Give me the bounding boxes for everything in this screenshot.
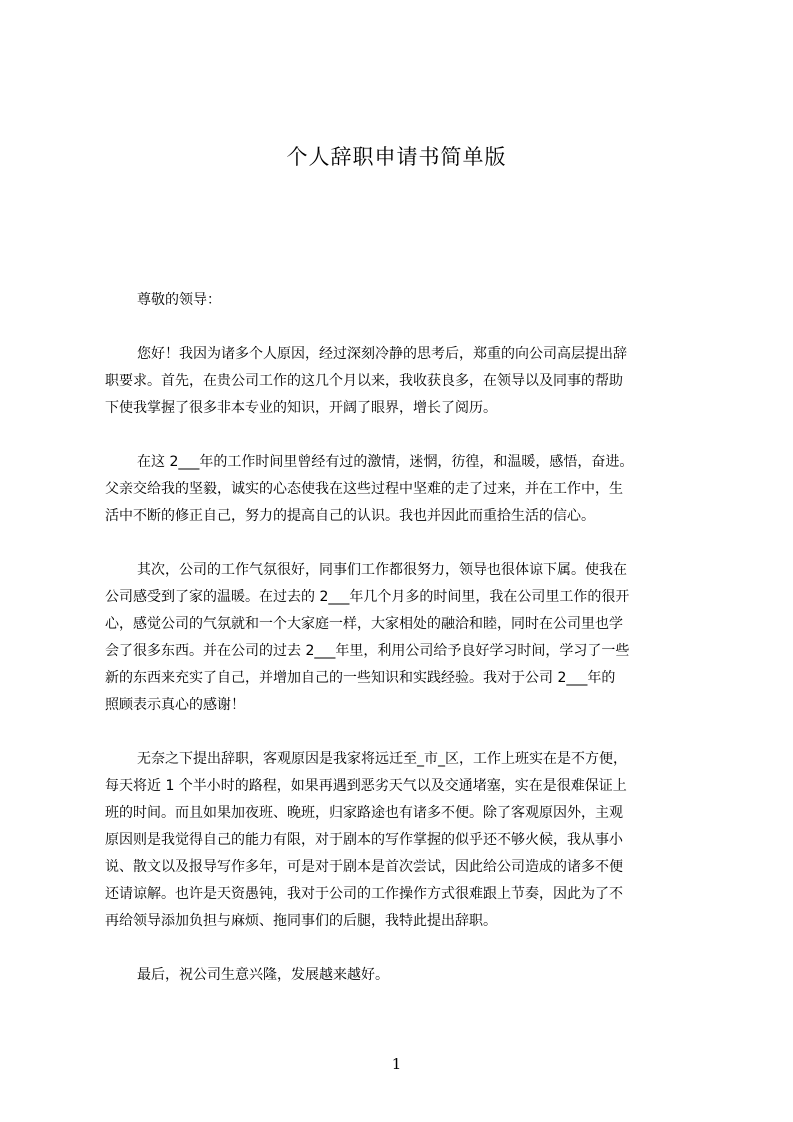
paragraph-line: 原因则是我觉得自己的能力有限，对于剧本的写作掌握的似乎还不够火候，我从事小	[105, 832, 623, 848]
paragraph-line: 活中不断的修正自己，努力的提高自己的认识。我也并因此而重拾生活的信心。	[105, 508, 595, 524]
paragraph-line: 下使我掌握了很多非本专业的知识，开阔了眼界，增长了阅历。	[105, 400, 497, 416]
paragraph-line: 在这 2___年的工作时间里曾经有过的激情，迷惘，彷徨，和温暖，感悟，奋进。	[137, 454, 634, 470]
paragraph-line: 无奈之下提出辞职，客观原因是我家将远迁至_市_区，工作上班实在是不方便，	[137, 751, 627, 767]
paragraph-line: 说、散文以及报导写作多年，可是对于剧本是首次尝试，因此给公司造成的诸多不便	[105, 859, 623, 875]
paragraph-gap	[105, 530, 697, 557]
paragraph-4	[105, 746, 697, 935]
paragraph-line: 班的时间。而且如果加夜班、晚班，归家路途也有诸多不便。除了客观原因外，主观	[105, 805, 623, 821]
paragraph-gap	[105, 935, 697, 962]
paragraph-line: 照顾表示真心的感谢！	[105, 697, 245, 713]
paragraph-gap	[105, 719, 697, 746]
paragraph-1	[105, 341, 697, 422]
paragraph-line: 职要求。首先，在贵公司工作的这几个月以来，我收获良多，在领导以及同事的帮助	[105, 373, 623, 389]
paragraph-line: 父亲交给我的坚毅，诚实的心态使我在这些过程中坚难的走了过来，并在工作中，生	[105, 481, 623, 497]
paragraph-line: 其次，公司的工作气氛很好，同事们工作都很努力，领导也很体谅下属。使我在	[137, 562, 627, 578]
paragraph-gap	[105, 422, 697, 449]
document-title: 个人辞职申请书简单版	[286, 145, 507, 169]
paragraph-line: 您好！我因为诸多个人原因，经过深刻冷静的思考后，郑重的向公司高层提出辞	[137, 346, 627, 362]
paragraph-line: 再给领导添加负担与麻烦、拖同事们的后腿，我特此提出辞职。	[105, 913, 497, 929]
paragraph-line: 公司感受到了家的温暖。在过去的 2___年几个月多的时间里，我在公司里工作的很开	[105, 589, 630, 605]
paragraph-line: 还请谅解。也许是天资愚钝，我对于公司的工作操作方式很难跟上节奏，因此为了不	[105, 886, 623, 902]
closing-line: 最后，祝公司生意兴隆，发展越来越好。	[137, 967, 389, 983]
paragraph-2	[105, 449, 697, 530]
paragraph-3	[105, 557, 697, 719]
page-number: 1	[391, 1055, 402, 1073]
paragraph-gap	[105, 314, 697, 341]
paragraph-line: 新的东西来充实了自己，并增加自己的一些知识和实践经验。我对于公司 2___年的	[105, 670, 616, 686]
salutation: 尊敬的领导：	[137, 292, 221, 308]
paragraph-line: 会了很多东西。并在公司的过去 2___年里，利用公司给予良好学习时间，学习了一些	[105, 643, 630, 659]
document-body	[105, 287, 697, 989]
paragraph-line: 每天将近 1 个半小时的路程，如果再遇到恶劣天气以及交通堵塞，实在是很难保证上	[105, 778, 627, 794]
paragraph-line: 心，感觉公司的气氛就和一个大家庭一样，大家相处的融洽和睦，同时在公司里也学	[105, 616, 623, 632]
